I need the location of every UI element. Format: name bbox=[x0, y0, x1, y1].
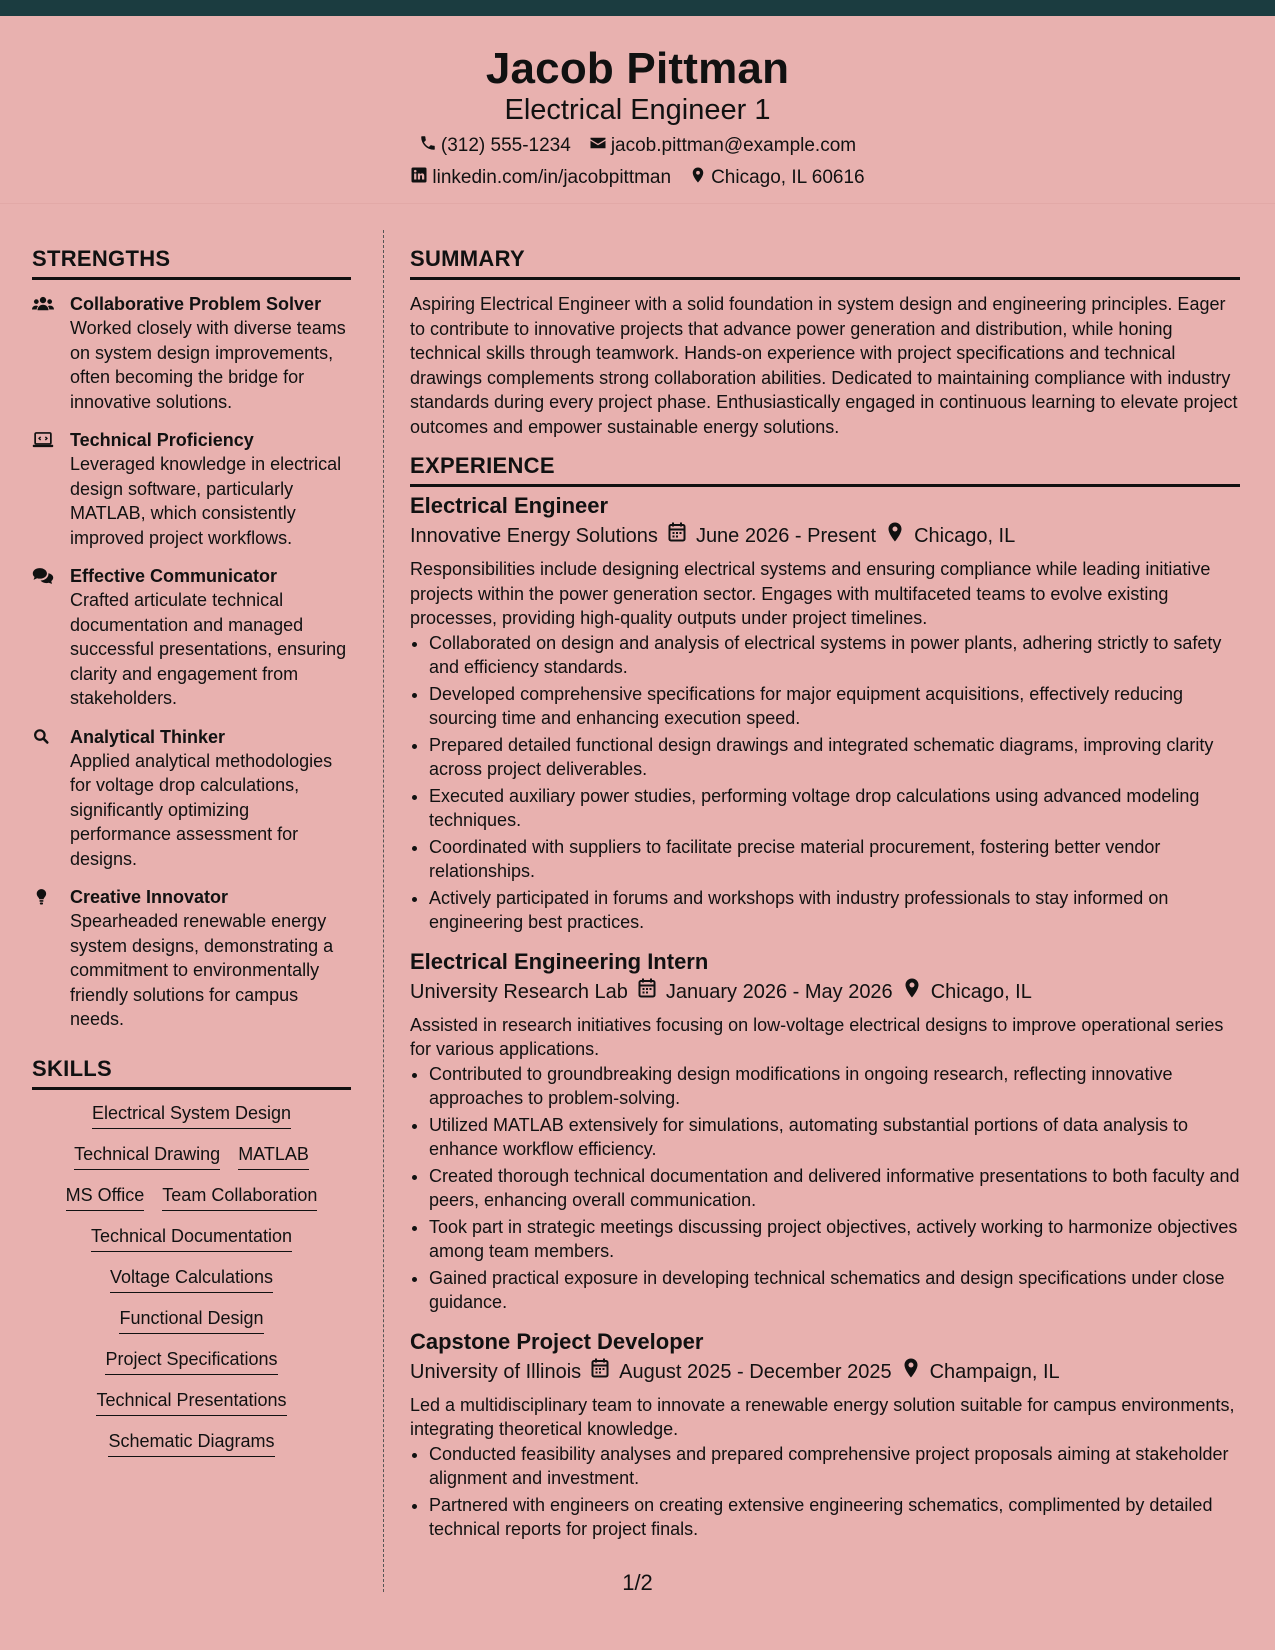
lightbulb-icon bbox=[32, 885, 70, 1032]
bullet-item: • Partnered with engineers on creating extensive engineering schematics, complimented by detailed technical reports for project finals. bbox=[429, 1493, 1240, 1542]
linkedin-icon bbox=[410, 166, 428, 190]
strength-item bbox=[32, 725, 351, 872]
map-pin-icon bbox=[689, 166, 707, 190]
strength-body bbox=[70, 885, 351, 1032]
skill-tag: Team Collaboration bbox=[162, 1184, 317, 1211]
job-company: University Research Lab bbox=[410, 980, 628, 1003]
contact-row-2 bbox=[0, 166, 1275, 190]
strength-title: Effective Communicator bbox=[70, 566, 278, 586]
job-dates: August 2025 - December 2025 bbox=[619, 1360, 892, 1383]
job-dates: January 2026 - May 2026 bbox=[665, 980, 893, 1003]
map-pin-icon bbox=[902, 1357, 920, 1387]
skill-tag: Technical Documentation bbox=[91, 1225, 292, 1252]
job-bullets bbox=[410, 1442, 1240, 1542]
strength-title: Collaborative Problem Solver bbox=[70, 294, 322, 314]
strength-body bbox=[70, 564, 351, 711]
strength-title: Analytical Thinker bbox=[70, 726, 226, 747]
skills-row bbox=[36, 1348, 347, 1375]
location-contact bbox=[689, 166, 865, 190]
job-company: University of Illinois bbox=[410, 1360, 582, 1383]
skills-row bbox=[36, 1225, 347, 1252]
job-bullets bbox=[410, 1062, 1240, 1315]
email-contact[interactable] bbox=[589, 134, 856, 158]
skill-tag: MATLAB bbox=[238, 1143, 309, 1170]
skills-list bbox=[32, 1102, 351, 1457]
job-bullets bbox=[410, 631, 1240, 935]
location-text: Chicago, IL 60616 bbox=[711, 167, 865, 188]
job-meta bbox=[410, 521, 1240, 551]
job-title: Capstone Project Developer bbox=[410, 1328, 704, 1354]
strength-desc: Crafted articulate technical documentation and managed successful presentations, ensuring clarity and engagement from stakeholders. bbox=[70, 590, 347, 708]
job-location: Champaign, IL bbox=[929, 1360, 1060, 1383]
phone-icon bbox=[419, 134, 437, 158]
users-icon bbox=[32, 292, 70, 414]
job-description: Assisted in research initiatives focusing on low-voltage electrical designs to improve operational series for various applications. bbox=[410, 1014, 1224, 1059]
comments-icon bbox=[32, 564, 70, 711]
skills-row bbox=[36, 1143, 347, 1170]
summary-heading: SUMMARY bbox=[410, 246, 1240, 280]
linkedin-contact[interactable] bbox=[410, 166, 671, 190]
page-number: 1/2 bbox=[622, 1570, 653, 1595]
job-meta bbox=[410, 977, 1240, 1007]
bullet-item: • Took part in strategic meetings discussing project objectives, actively working to harmonize objectives among team members. bbox=[429, 1215, 1240, 1264]
bullet-item: • Developed comprehensive specifications for major equipment acquisitions, effectively reducing sourcing time and enhancing execution speed. bbox=[429, 682, 1240, 731]
job-title: Electrical Engineering Intern bbox=[410, 948, 709, 974]
map-pin-icon bbox=[886, 521, 904, 551]
strength-desc: Spearheaded renewable energy system designs, demonstrating a commitment to environmentally friendly solutions for campus needs. bbox=[70, 911, 334, 1029]
skill-tag: Technical Drawing bbox=[74, 1143, 220, 1170]
calendar-icon bbox=[638, 977, 656, 1007]
strength-title: Technical Proficiency bbox=[70, 430, 254, 450]
skill-tag: MS Office bbox=[66, 1184, 145, 1211]
strength-item bbox=[32, 428, 351, 550]
bullet-item: • Coordinated with suppliers to facilitate precise material procurement, fostering better vendor relationships. bbox=[429, 835, 1240, 884]
bullet-item: • Created thorough technical documentation and delivered informative presentations to both faculty and peers, enhancing overall communication. bbox=[429, 1164, 1240, 1213]
email-text[interactable]: jacob.pittman@example.com bbox=[610, 135, 857, 156]
bullet-item: • Executed auxiliary power studies, performing voltage drop calculations using advanced modeling techniques. bbox=[429, 784, 1240, 833]
left-column bbox=[32, 246, 351, 1457]
bullet-item: • Utilized MATLAB extensively for simulations, automating substantial portions of data analysis to enhance workflow efficiency. bbox=[429, 1113, 1240, 1162]
bullet-item: • Collaborated on design and analysis of electrical systems in power plants, adhering strictly to safety and efficiency standards. bbox=[429, 631, 1240, 680]
column-divider bbox=[383, 230, 384, 1592]
job-description: Led a multidisciplinary team to innovate a renewable energy solution suitable for campus environments, integrating theoretical knowledge. bbox=[410, 1394, 1235, 1439]
skills-row bbox=[36, 1184, 347, 1211]
summary-text: Aspiring Electrical Engineer with a solid foundation in system design and engineering principles. Eager to contribute to innovative projects that advance power generation and distribution, while honing technical skills through teamwork. Hands-on experience with project specifications and technical drawings complements strong collaboration abilities. Dedicated to maintaining compliance with industry standards during every project phase. Enthusiastically engaged in continuous learning to elevate project outcomes and empower sustainable energy solutions. bbox=[410, 294, 1238, 437]
strength-body bbox=[70, 428, 351, 550]
strength-desc: Worked closely with diverse teams on system design improvements, often becoming the bridge for innovative solutions. bbox=[70, 318, 346, 412]
skills-row bbox=[36, 1266, 347, 1293]
calendar-icon bbox=[668, 521, 686, 551]
contact-row-1 bbox=[0, 134, 1275, 158]
envelope-icon bbox=[589, 134, 607, 158]
search-icon bbox=[32, 725, 70, 872]
skill-tag: Functional Design bbox=[119, 1307, 263, 1334]
strength-desc: Applied analytical methodologies for voltage drop calculations, significantly optimizing performance assessment for designs. bbox=[70, 750, 333, 869]
job-entry bbox=[410, 491, 1240, 935]
job-entry bbox=[410, 1327, 1240, 1542]
job-title: Electrical Engineer bbox=[410, 493, 609, 518]
resume-header bbox=[0, 16, 1275, 203]
strength-item bbox=[32, 564, 351, 711]
skill-tag: Voltage Calculations bbox=[110, 1266, 273, 1293]
laptop-code-icon bbox=[32, 428, 70, 550]
strength-item bbox=[32, 885, 351, 1032]
top-accent-bar bbox=[0, 0, 1275, 16]
strength-title: Creative Innovator bbox=[70, 887, 229, 907]
strength-item bbox=[32, 292, 351, 414]
phone-text: (312) 555-1234 bbox=[440, 135, 571, 156]
job-location: Chicago, IL bbox=[930, 980, 1032, 1003]
skills-row bbox=[36, 1307, 347, 1334]
map-pin-icon bbox=[903, 977, 921, 1007]
bullet-item: • Contributed to groundbreaking design modifications in ongoing research, reflecting innovative approaches to problem-solving. bbox=[429, 1062, 1240, 1111]
job-location: Chicago, IL bbox=[914, 525, 1016, 547]
strengths-heading: STRENGTHS bbox=[32, 246, 351, 280]
skill-tag: Project Specifications bbox=[105, 1348, 277, 1375]
bullet-item: • Prepared detailed functional design drawings and integrated schematic diagrams, improving clarity across project deliverables. bbox=[429, 733, 1240, 782]
bullet-item: • Actively participated in forums and workshops with industry professionals to stay informed on engineering best practices. bbox=[429, 886, 1240, 935]
skills-row bbox=[36, 1389, 347, 1416]
job-meta bbox=[410, 1357, 1240, 1387]
bullet-item: • Conducted feasibility analyses and prepared comprehensive project proposals aiming at stakeholder alignment and investment. bbox=[429, 1442, 1240, 1491]
header-divider bbox=[0, 203, 1275, 204]
job-description: Responsibilities include designing electrical systems and ensuring compliance while leading initiative projects within the power generation sector. Engages with multifaceted teams to evolve existing processes, providing high-quality outputs under project timelines. bbox=[410, 559, 1211, 628]
job-entry bbox=[410, 947, 1240, 1315]
strength-desc: Leveraged knowledge in electrical design software, particularly MATLAB, which consistently improved project workflows. bbox=[70, 454, 342, 548]
experience-heading: EXPERIENCE bbox=[410, 453, 1240, 487]
right-column bbox=[410, 246, 1240, 1554]
strength-body bbox=[70, 725, 351, 872]
strength-body bbox=[70, 292, 351, 414]
skills-row bbox=[36, 1102, 347, 1129]
job-dates: June 2026 - Present bbox=[695, 525, 877, 547]
linkedin-text[interactable]: linkedin.com/in/jacobpittman bbox=[432, 167, 672, 188]
calendar-icon bbox=[591, 1357, 609, 1387]
candidate-name: Jacob Pittman bbox=[485, 44, 790, 93]
skills-row bbox=[36, 1430, 347, 1457]
skill-tag: Technical Presentations bbox=[96, 1389, 286, 1416]
bullet-item: • Gained practical exposure in developing technical schematics and design specifications under close guidance. bbox=[429, 1266, 1240, 1315]
job-company: Innovative Energy Solutions bbox=[410, 525, 658, 547]
candidate-title: Electrical Engineer 1 bbox=[504, 94, 771, 126]
phone-contact bbox=[419, 134, 571, 158]
skill-tag: Schematic Diagrams bbox=[108, 1430, 274, 1457]
skill-tag: Electrical System Design bbox=[92, 1102, 291, 1129]
skills-heading: SKILLS bbox=[32, 1056, 351, 1090]
